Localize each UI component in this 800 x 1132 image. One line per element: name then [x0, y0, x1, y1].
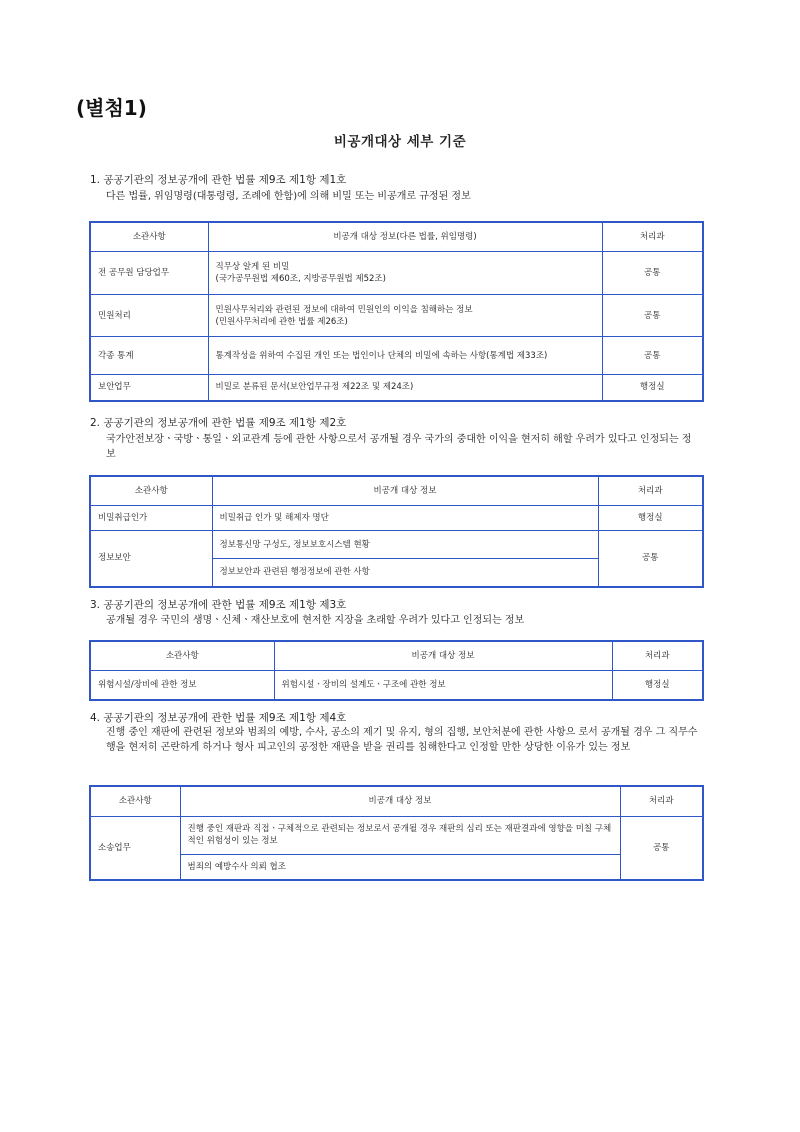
- table-row: [90, 854, 703, 880]
- section-1-table: [89, 221, 704, 402]
- row-subject: 전 공무원 담당업무: [90, 252, 208, 295]
- col-header-info: 비공개 대상 정보(다른 법률, 위임명령): [208, 222, 602, 252]
- col-header-dept: 처리과: [612, 641, 703, 671]
- col-header-dept: 처리과: [602, 222, 703, 252]
- col-header-subject: 소관사항: [90, 222, 208, 252]
- section-2-description: 국가안전보장ㆍ국방ㆍ통일ㆍ외교관계 등에 관한 사항으로서 공개될 경우 국가의 중대한 이익을 현저히 해할 우려가 있다고 인정되는 정보: [106, 434, 692, 460]
- row-dept: 공통: [620, 816, 703, 880]
- row-dept: 공통: [598, 531, 703, 587]
- row-info-line: 직무상 알게 된 비밀: [215, 262, 290, 272]
- table-header-row: [90, 222, 703, 252]
- section-3-table: [89, 640, 704, 701]
- row-subject: 보안업무: [90, 375, 208, 401]
- col-header-info: 비공개 대상 정보: [274, 641, 612, 671]
- section-3-description: 공개될 경우 국민의 생명ㆍ신체ㆍ재산보호에 현저한 지장을 초래할 우려가 있다고 인정되는 정보: [106, 615, 525, 626]
- row-info: 진행 중인 재판과 직접ㆍ구체적으로 관련되는 정보로서 공개될 경우 재판의 심리 또는 재판결과에 영향을 미칠 구체적인 위험성이 있는 정보: [180, 816, 620, 854]
- col-header-subject: 소관사항: [90, 476, 212, 506]
- col-header-info: 비공개 대상 정보: [180, 786, 620, 816]
- row-info: [208, 295, 602, 337]
- table-header-row: [90, 641, 703, 671]
- row-info-line: (국가공무원법 제60조, 지방공무원법 제52조): [215, 274, 386, 284]
- col-header-subject: 소관사항: [90, 786, 180, 816]
- row-subject: 정보보안: [90, 531, 212, 587]
- section-2-table: [89, 475, 704, 588]
- row-dept: 공통: [602, 295, 703, 337]
- table-header-row: [90, 476, 703, 506]
- col-header-info: 비공개 대상 정보: [212, 476, 598, 506]
- section-4-table: [89, 785, 704, 881]
- col-header-subject: 소관사항: [90, 641, 274, 671]
- table-row: [90, 531, 703, 559]
- table-header-row: [90, 786, 703, 816]
- attachment-label: (별첨1): [76, 96, 147, 120]
- row-dept: 행정실: [602, 375, 703, 401]
- row-subject: 소송업무: [90, 816, 180, 880]
- table-row: [90, 816, 703, 854]
- col-header-dept: 처리과: [598, 476, 703, 506]
- section-4-description: 진행 중인 재판에 관련된 정보와 범죄의 예방, 수사, 공소의 제기 및 유지, 형의 집행, 보안처분에 관한 사항으 로서 공개될 경우 그 직무수행을 현저히 곤란하게 하거나 형사 피고인의 공정한 재판을 받을 권리를 침해한다고 인정할 만한 상당한 이유가 있는 정보: [106, 727, 698, 753]
- row-info: 비밀취급 인가 및 해제자 명단: [212, 506, 598, 531]
- table-row: [90, 295, 703, 337]
- row-info: 정보통신망 구성도, 정보보호시스템 현황: [212, 531, 598, 559]
- row-info-line: 민원사무처리와 관련된 정보에 대하여 민원인의 이익을 침해하는 정보: [215, 304, 473, 315]
- section-1-description: 다른 법률, 위임명령(대통령령, 조례에 한함)에 의해 비밀 또는 비공개로 규정된 정보: [106, 191, 471, 202]
- row-subject: 각종 통계: [90, 337, 208, 375]
- row-info: 비밀로 분류된 문서(보안업무규정 제22조 및 제24조): [208, 375, 602, 401]
- row-dept: 행정실: [612, 671, 703, 700]
- row-dept: 행정실: [598, 506, 703, 531]
- row-info: 통계작성을 위하여 수집된 개인 또는 법인이나 단체의 비밀에 속하는 사항(통계법 제33조): [208, 337, 602, 375]
- section-4-heading: 4. 공공기관의 정보공개에 관한 법률 제9조 제1항 제4호: [90, 712, 347, 724]
- section-3-heading: 3. 공공기관의 정보공개에 관한 법률 제9조 제1항 제3호: [90, 599, 347, 611]
- row-info: 위험시설ㆍ장비의 설계도ㆍ구조에 관한 정보: [274, 671, 612, 700]
- row-subject: 민원처리: [90, 295, 208, 337]
- row-subject: 위험시설/장비에 관한 정보: [90, 671, 274, 700]
- col-header-dept: 처리과: [620, 786, 703, 816]
- row-dept: 공통: [602, 337, 703, 375]
- document-title: 비공개대상 세부 기준: [333, 134, 467, 150]
- section-2-heading: 2. 공공기관의 정보공개에 관한 법률 제9조 제1항 제2호: [90, 417, 347, 429]
- row-info: 정보보안과 관련된 행정정보에 관한 사항: [212, 559, 598, 587]
- table-row: [90, 337, 703, 375]
- table-row: [90, 671, 703, 700]
- row-info: [208, 252, 602, 295]
- table-row: [90, 506, 703, 531]
- row-info-line: (민원사무처리에 관한 법률 제26조): [215, 316, 348, 327]
- table-row: [90, 252, 703, 295]
- row-subject: 비밀취급인가: [90, 506, 212, 531]
- row-dept: 공통: [602, 252, 703, 295]
- row-info: 범죄의 예방수사 의뢰 협조: [180, 854, 620, 880]
- section-1-heading: 1. 공공기관의 정보공개에 관한 법률 제9조 제1항 제1호: [90, 174, 347, 186]
- table-row: [90, 375, 703, 401]
